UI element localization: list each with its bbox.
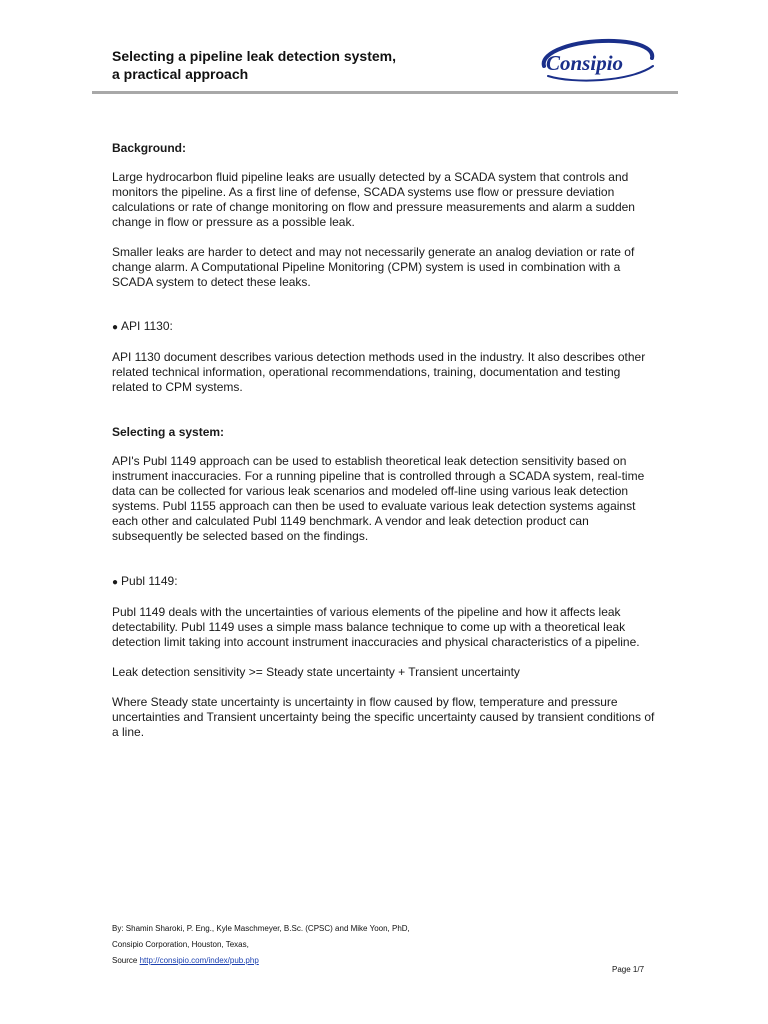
title-line-1: Selecting a pipeline leak detection system, xyxy=(112,48,396,64)
api-1130-bullet xyxy=(112,319,660,335)
background-paragraph-2: Smaller leaks are harder to detect and may not necessarily generate an analog deviation or rate of change alarm. A Computational Pipeline Monitoring (CPM) system is used in combination with a SCADA system to detect these leaks. xyxy=(112,245,635,289)
selecting-paragraph: API's Publ 1149 approach can be used to establish theoretical leak detection sensitivity based on instrument inaccuracies. For a running pipeline that is controlled through a SCADA system, real-time data can be collected for various leak scenarios and modeled off-line using various leak detection systems. Publ 1155 approach can then be used to evaluate various leak detection systems against each other and calculated Publ 1149 benchmark. A vendor and leak detection product can subsequently be selected based on the findings. xyxy=(112,454,645,543)
page-number: Page 1/7 xyxy=(612,965,645,974)
source-link[interactable]: http://consipio.com/index/pub.php xyxy=(139,956,259,965)
consipio-logo xyxy=(534,36,656,86)
background-paragraph-1: Large hydrocarbon fluid pipeline leaks are usually detected by a SCADA system that controls and monitors the pipeline. As a first line of defense, SCADA systems use flow or pressure deviation calculations or rate of change monitoring on flow and pressure measurements and alarm a sudden change in flow or pressure as a possible leak. xyxy=(112,170,635,229)
document-body xyxy=(112,141,660,740)
publ-1149-bullet xyxy=(112,574,660,590)
publ-1149-paragraph-2: Where Steady state uncertainty is uncertainty in flow caused by flow, temperature and pressure uncertainties and Transient uncertainty being the specific uncertainty caused by transient conditions of a line. xyxy=(112,695,655,739)
publ-1149-bullet-label: Publ 1149: xyxy=(121,574,178,588)
footer-source-label: Source xyxy=(112,956,138,965)
background-heading: Background: xyxy=(112,141,187,155)
header-divider xyxy=(92,91,678,94)
document-footer xyxy=(112,921,532,969)
footer-source xyxy=(112,953,532,969)
api-1130-paragraph: API 1130 document describes various detection methods used in the industry. It also describes other related technical information, operational recommendations, training, documentation and testing related to CPM systems. xyxy=(112,350,646,394)
footer-authors: By: Shamin Sharoki, P. Eng., Kyle Maschmeyer, B.Sc. (CPSC) and Mike Yoon, PhD, xyxy=(112,924,410,933)
publ-1149-paragraph-1: Publ 1149 deals with the uncertainties of various elements of the pipeline and how it affects leak detectability. Publ 1149 uses a simple mass balance technique to come up with a theoretical leak detection limit taking into account instrument inaccuracies and physical characteristics of a pipeline. xyxy=(112,605,640,649)
document-title xyxy=(112,47,492,83)
footer-company: Consipio Corporation, Houston, Texas, xyxy=(112,940,249,949)
api-1130-bullet-label: API 1130: xyxy=(121,319,173,333)
bullet-icon: ● xyxy=(112,577,119,588)
sensitivity-formula: Leak detection sensitivity >= Steady state uncertainty + Transient uncertainty xyxy=(112,665,520,679)
title-line-2: a practical approach xyxy=(112,66,249,82)
selecting-heading: Selecting a system: xyxy=(112,425,225,439)
bullet-icon: ● xyxy=(112,322,119,333)
logo-text: Consipio xyxy=(546,51,624,75)
